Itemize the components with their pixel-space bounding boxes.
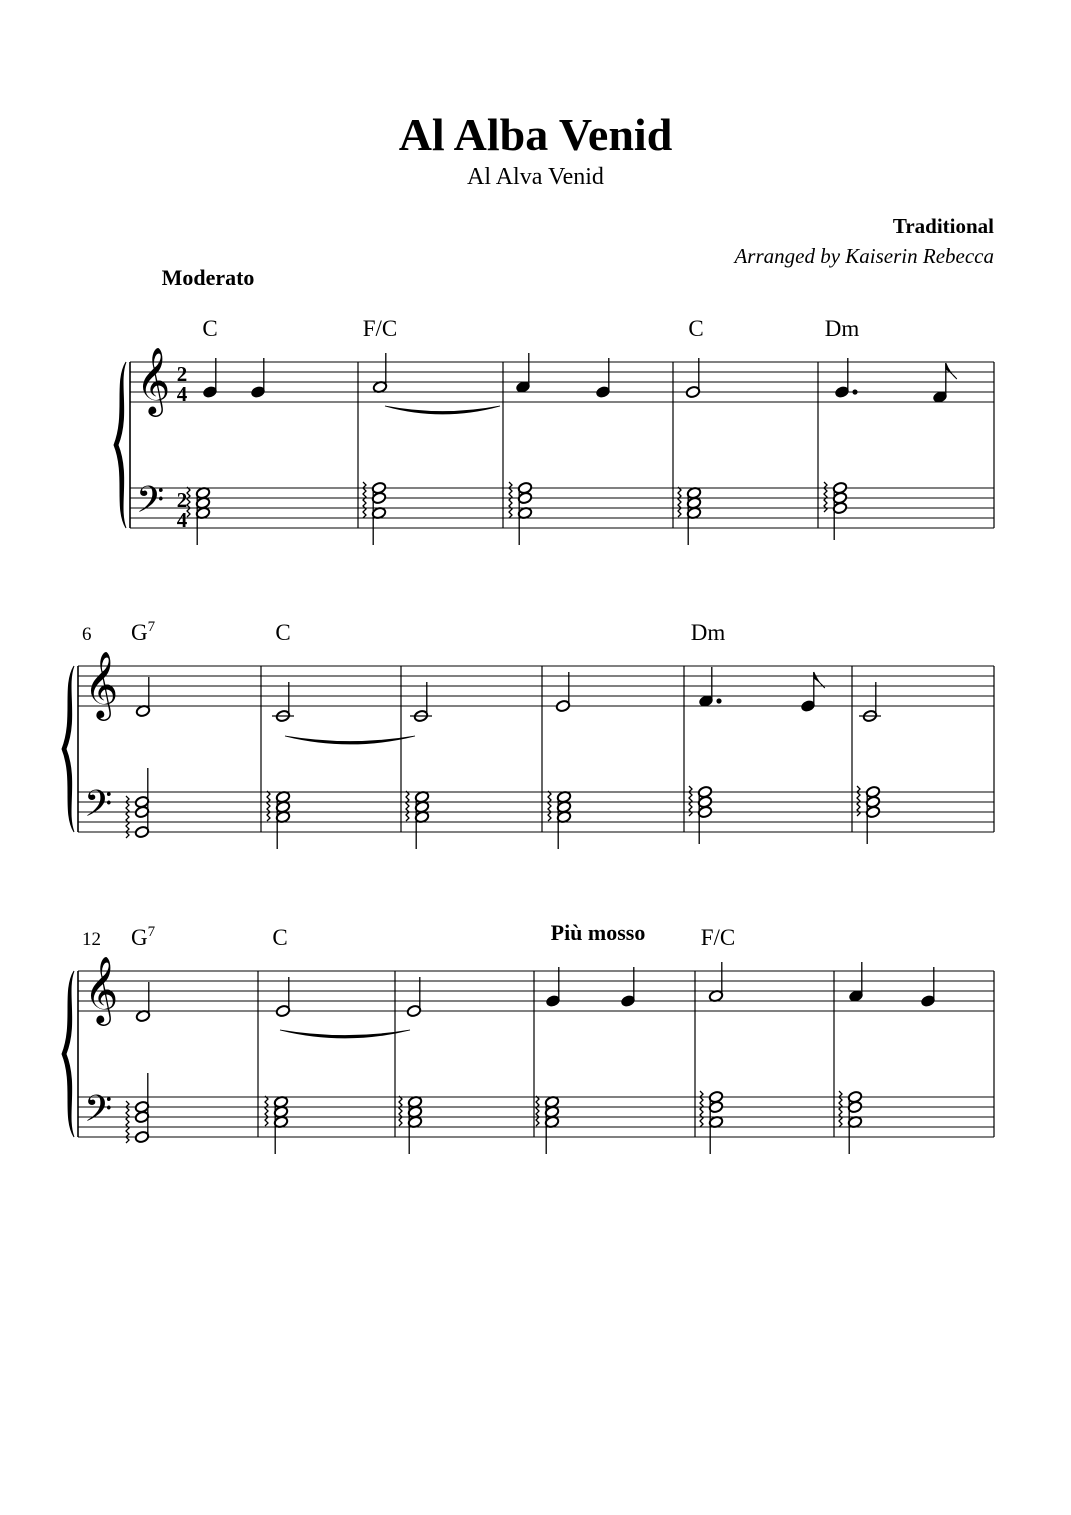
tempo-marking: Più mosso: [550, 920, 646, 945]
arpeggio-sign: [678, 487, 681, 517]
chord-symbol-extension: 7: [147, 619, 156, 635]
arpeggio-sign: [536, 1096, 539, 1126]
augmentation-dot: [716, 698, 721, 703]
augmentation-dot: [852, 389, 857, 394]
chord-symbol-root: Dm: [690, 620, 726, 645]
chord-symbol-root: C: [272, 925, 288, 950]
chord-symbol-root: C: [202, 316, 218, 341]
chord-symbol-root: C: [275, 620, 291, 645]
chord-symbol: [202, 316, 217, 341]
arpeggio-sign: [406, 791, 409, 821]
chord-symbol: [691, 620, 726, 645]
arpeggio-sign: [187, 487, 190, 517]
treble-clef: 𝄞: [84, 955, 119, 1023]
arpeggio-sign: [509, 482, 512, 518]
chord-symbol: [688, 316, 703, 341]
chord-symbol: [131, 619, 156, 645]
chord-symbol: [131, 924, 156, 950]
chord-symbol: [701, 925, 736, 950]
arpeggio-sign: [399, 1096, 402, 1126]
grand-staff-brace: [114, 362, 126, 528]
chord-symbol-extension: 7: [147, 924, 156, 940]
piece-subtitle: Al Alva Venid: [467, 164, 604, 190]
melody-tie: [285, 736, 415, 744]
arpeggio-sign: [267, 791, 270, 821]
arpeggio-sign: [700, 1091, 703, 1127]
chord-symbol: [275, 620, 290, 645]
arpeggio-sign: [363, 482, 366, 518]
bass-time-signature-numerator: 2: [176, 488, 188, 512]
arpeggio-sign: [839, 1091, 842, 1127]
treble-clef: 𝄞: [84, 650, 119, 718]
piece-title: Al Alba Venid: [398, 109, 673, 160]
bass-clef: 𝄢: [84, 783, 113, 834]
bass-clef: 𝄢: [136, 479, 165, 530]
bass-time-signature-denominator: 4: [176, 508, 188, 532]
grand-staff-brace: [62, 666, 74, 832]
treble-time-signature-denominator: 4: [176, 382, 188, 406]
chord-symbol: [272, 925, 287, 950]
arpeggio-sign: [265, 1096, 268, 1126]
treble-time-signature-numerator: 2: [176, 362, 188, 386]
arranger-credit: Arranged by Kaiserin Rebecca: [734, 244, 994, 268]
chord-symbol-root: C: [688, 316, 704, 341]
chord-symbol: [825, 316, 860, 341]
eighth-flag: [946, 363, 957, 379]
melody-tie: [280, 1030, 410, 1038]
chord-symbol-root: F/C: [700, 925, 736, 950]
measure-number: 12: [82, 929, 101, 950]
chord-symbol-root: G: [130, 925, 148, 950]
arpeggio-sign: [548, 791, 551, 821]
melody-tie: [385, 406, 500, 414]
measure-number: 6: [82, 624, 92, 645]
tempo-marking: Moderato: [161, 265, 255, 290]
bass-clef: 𝄢: [84, 1088, 113, 1139]
grand-staff-brace: [62, 971, 74, 1137]
chord-symbol-root: Dm: [824, 316, 860, 341]
chord-symbol-root: F/C: [362, 316, 398, 341]
chord-symbol-root: G: [130, 620, 148, 645]
composer-credit: Traditional: [892, 214, 994, 238]
chord-symbol: [363, 316, 398, 341]
treble-clef: 𝄞: [136, 346, 171, 414]
